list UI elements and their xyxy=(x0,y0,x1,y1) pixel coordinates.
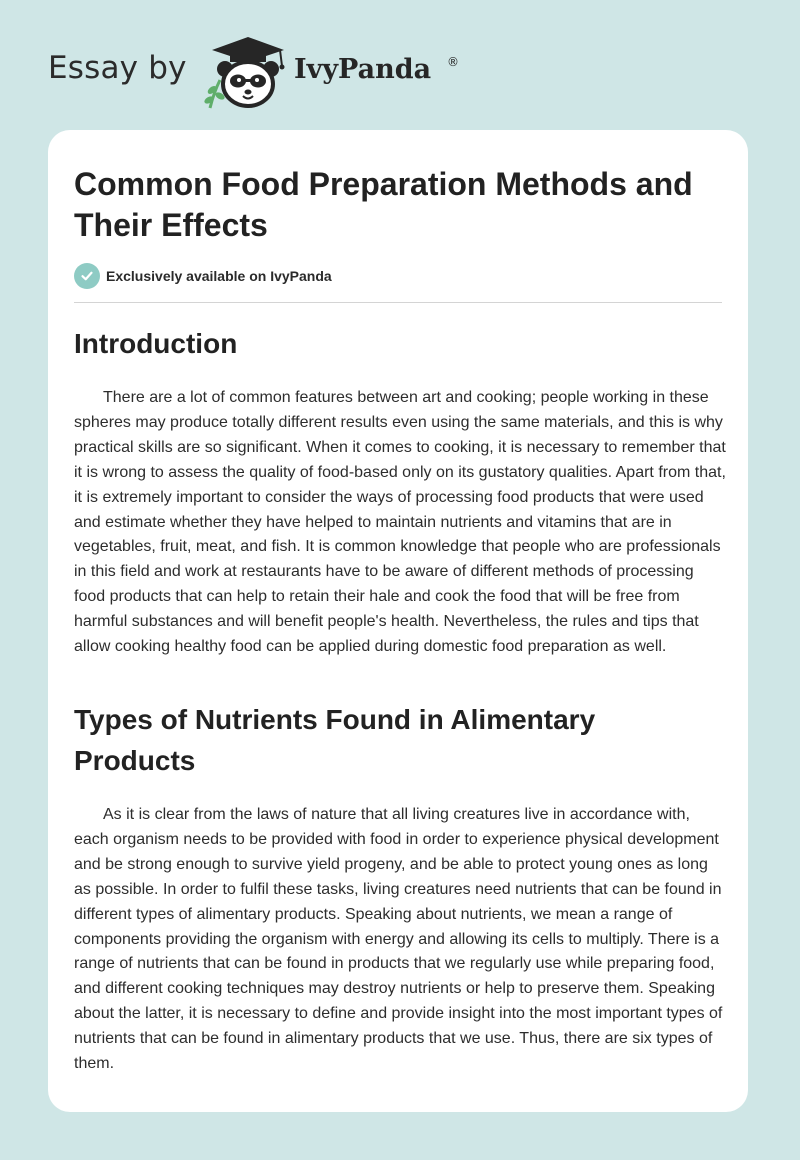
essay-title: Common Food Preparation Methods and Their Effects xyxy=(74,166,693,243)
section-paragraph-nutrients: As it is clear from the laws of nature that all living creatures live in accordance with, each organism needs to be provided with food in order to experience physical development and be strong enough to survive yield progeny, and be able to protect young ones as long as possible. In order to fulfil these tasks, living creatures need nutrients that can be found in different types of alimentary products. Speaking about nutrients, we mean a range of components providing the organism with energy and allowing its cells to multiply. There is a range of nutrients that can be found in products that we regularly use while preparing food, and different cooking techniques may destroy nutrients or help to preserve them. Speaking about the latter, it is necessary to define and provide insight into the most important types of nutrients that can be found in alimentary products that we use. Thus, there are six types of them. xyxy=(74,806,723,1073)
section-heading-nutrients: Types of Nutrients Found in Alimentary Products xyxy=(74,704,596,776)
brand-prefix: Essay by xyxy=(48,50,187,86)
registered-mark: ® xyxy=(447,55,459,69)
site-header xyxy=(0,0,800,130)
essay-card xyxy=(48,130,748,1112)
panda-logo-icon[interactable] xyxy=(200,34,296,110)
brand-name[interactable]: IvyPanda xyxy=(294,54,432,85)
section-heading-introduction: Introduction xyxy=(74,328,238,359)
badge-label: Exclusively available on IvyPanda xyxy=(106,268,332,284)
section-paragraph-introduction: There are a lot of common features between art and cooking; people working in these spheres may produce totally different results even using the same materials, and this is why practical skills are so significant. When it comes to cooking, it is necessary to remember that it is wrong to assess the quality of food-based only on its gustatory qualities. Apart from that, it is extremely important to consider the ways of processing food products that were used and estimate whether they have helped to maintain nutrients and vitamins that are in vegetables, fruit, meat, and fish. It is common knowledge that people who are professionals in this field and work at restaurants have to be aware of different methods of processing food products that can help to retain their hale and cook the food that will be free from harmful substances and will benefit people's health. Nevertheless, the rules and tips that allow cooking healthy food can be applied during domestic food preparation as well. xyxy=(74,389,726,656)
exclusive-badge xyxy=(74,263,332,289)
check-icon xyxy=(74,263,100,289)
divider xyxy=(74,302,722,303)
